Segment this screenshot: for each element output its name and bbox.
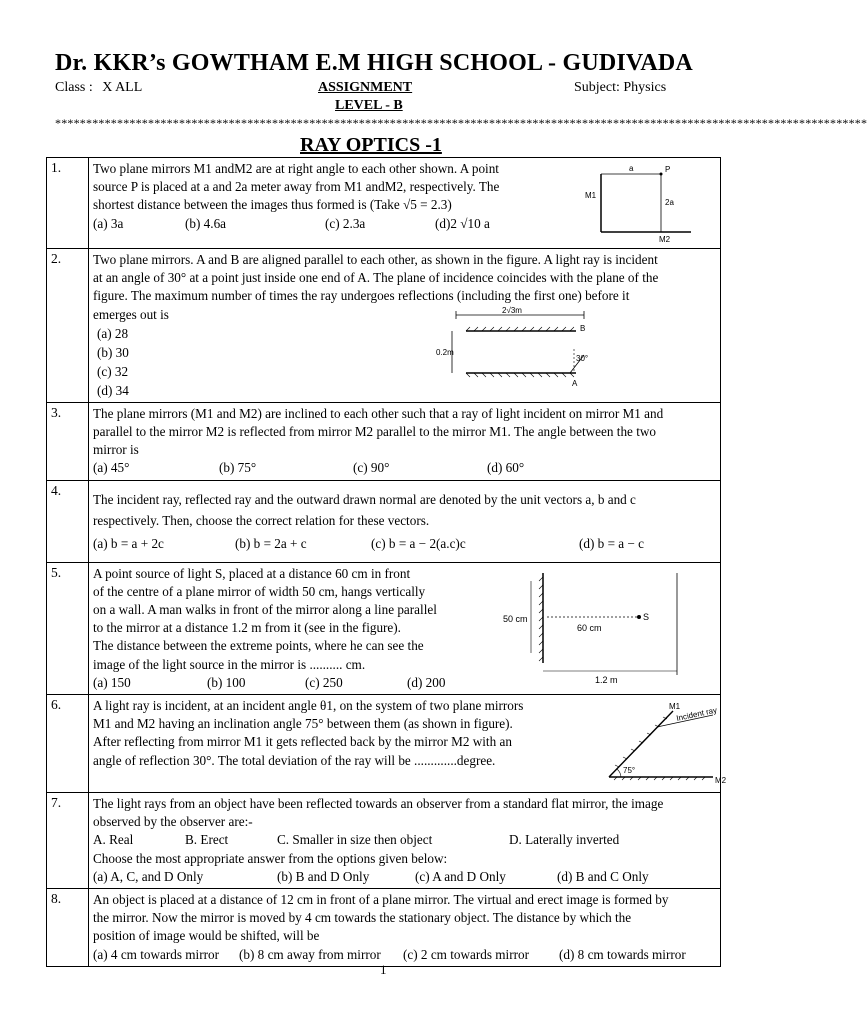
question-line: source P is placed at a and 2a meter away from M1 andM2, respectively. The <box>93 179 500 195</box>
option-d: (d) 60° <box>487 460 525 476</box>
option-a: (a) 150 <box>93 674 131 690</box>
figure-label: S <box>643 611 650 622</box>
question-line: A point source of light S, placed at a distance 60 cm in front <box>93 565 411 581</box>
question-row <box>47 402 721 480</box>
statement-c: C. Smaller in size then object <box>277 832 433 848</box>
question-line: angle of reflection 30°. The total deviation of the ray will be .............degree. <box>93 752 496 768</box>
option-a: (a) b = a + 2c <box>93 535 164 551</box>
question-body <box>89 562 721 694</box>
question-line: The light rays from an object have been reflected towards an observer from a standard flat mirror, the image <box>93 796 664 812</box>
question-line: parallel to the mirror M2 is reflected from mirror M2 parallel to the mirror M1. The angle between the two <box>93 424 656 440</box>
question-line: M1 and M2 having an inclination angle 75° between them (as shown in figure). <box>93 716 513 732</box>
option-a: (a) 28 <box>97 325 129 341</box>
option-b: (b) b = 2a + c <box>235 535 307 551</box>
figure-label: A <box>572 379 578 388</box>
question-line: shortest distance between the images thus formed is (Take √5 = 2.3) <box>93 197 452 213</box>
options-row <box>93 946 716 964</box>
option-a: (a) A, C, and D Only <box>93 868 204 884</box>
figure-label: 50 cm <box>503 613 528 624</box>
option-d: (d) B and C Only <box>557 868 649 884</box>
question-line: image of the light source in the mirror is .......... cm. <box>93 656 366 672</box>
options-column <box>93 324 716 400</box>
option-a: (a) 3a <box>93 215 124 231</box>
question-number: 3. <box>47 402 89 480</box>
question-row <box>47 480 721 562</box>
class-value: X ALL <box>102 80 143 95</box>
question-line: respectively. Then, choose the correct relation for these vectors. <box>93 512 430 528</box>
option-b: (b) 4.6a <box>185 215 227 231</box>
question-line: mirror is <box>93 442 139 458</box>
figure-label: 2√3m <box>502 306 522 315</box>
question-body <box>89 249 721 403</box>
option-c: (c) b = a − 2(a.c)c <box>371 535 466 551</box>
statement-a: A. Real <box>93 832 134 848</box>
star-divider: *********************************************************************************************************************************** <box>55 116 867 130</box>
figure-label: 30° <box>576 354 589 363</box>
question-number: 2. <box>47 249 89 403</box>
figure-label: 0.2m <box>436 348 454 357</box>
question-number: 6. <box>47 695 89 793</box>
figure-label: M2 <box>659 235 671 244</box>
question-line: Two plane mirrors M1 andM2 are at right angle to each other shown. A point <box>93 161 499 176</box>
option-c: (c) 90° <box>353 460 390 476</box>
question-line: An object is placed at a distance of 12 cm in front of a plane mirror. The virtual and erect image is formed by <box>93 892 669 908</box>
figure-label: Incident ray <box>675 705 718 724</box>
options-row <box>93 459 716 477</box>
option-c: (c) 2.3a <box>325 215 366 231</box>
question-body <box>89 793 721 889</box>
inclined-mirrors-figure <box>589 699 729 787</box>
figure-label: 1.2 m <box>595 674 618 685</box>
question-body <box>89 480 721 562</box>
option-c: (c) 250 <box>305 674 343 690</box>
question-line: The distance between the extreme points, where he can see the <box>93 638 424 654</box>
question-row <box>47 562 721 694</box>
statement-row <box>93 831 716 849</box>
figure-label: M1 <box>585 191 597 200</box>
mirror-source-figure <box>503 567 699 687</box>
question-line: at an angle of 30° at a point just inside one end of A. The plane of incidence coincides with the plane of the <box>93 270 659 286</box>
figure-label: M1 <box>669 702 681 712</box>
question-number: 1. <box>47 158 89 249</box>
question-number: 4. <box>47 480 89 562</box>
question-line: emerges out is <box>93 306 169 322</box>
question-number: 7. <box>47 793 89 889</box>
question-body <box>89 158 721 249</box>
figure-label: 2a <box>665 198 674 207</box>
figure-label: 75° <box>623 766 636 776</box>
question-line: of the centre of a plane mirror of width 50 cm, hangs vertically <box>93 583 426 599</box>
subject-label: Subject: Physics <box>574 80 667 95</box>
question-body <box>89 889 721 967</box>
question-line: observed by the observer are:- <box>93 814 253 830</box>
question-line: The incident ray, reflected ray and the outward drawn normal are denoted by the unit vectors a, b and c <box>93 491 636 507</box>
question-row <box>47 158 721 249</box>
assignment-heading: ASSIGNMENT <box>318 80 413 95</box>
question-table <box>46 157 727 967</box>
option-d: (d)2 √10 a <box>435 215 490 231</box>
option-d: (d) b = a − c <box>579 535 645 551</box>
figure-label: B <box>580 324 586 333</box>
option-c: (c) A and D Only <box>415 868 506 884</box>
question-line: A light ray is incident, at an incident angle θ1, on the system of two plane mirrors <box>93 698 524 714</box>
statement-b: B. Erect <box>185 832 229 848</box>
page-number: 1 <box>380 962 387 977</box>
question-line: on a wall. A man walks in front of the mirror along a line parallel <box>93 602 437 618</box>
question-row <box>47 793 721 889</box>
question-row <box>47 889 721 967</box>
question-row <box>47 695 721 793</box>
question-line: position of image would be shifted, will be <box>93 928 320 944</box>
question-line: Two plane mirrors. A and B are aligned parallel to each other, as shown in the figure. A light ray is incident <box>93 252 658 267</box>
options-row <box>93 535 716 553</box>
option-b: (b) 8 cm away from mirror <box>239 946 381 962</box>
statement-d: D. Laterally inverted <box>509 832 620 848</box>
option-b: (b) 100 <box>207 674 246 690</box>
option-a: (a) 4 cm towards mirror <box>93 946 219 962</box>
option-c: (c) 32 <box>97 363 129 379</box>
class-line <box>55 80 142 96</box>
question-row <box>47 249 721 403</box>
option-b: (b) 75° <box>219 460 257 476</box>
option-a: (a) 45° <box>93 460 130 476</box>
question-line: Choose the most appropriate answer from the options given below: <box>93 850 448 866</box>
option-b: (b) 30 <box>97 344 129 360</box>
school-name: Dr. KKR’s GOWTHAM E.M HIGH SCHOOL - GUDIVADA <box>55 50 693 76</box>
question-number: 5. <box>47 562 89 694</box>
options-row <box>93 868 716 886</box>
option-d: (d) 200 <box>407 674 446 690</box>
question-body <box>89 402 721 480</box>
question-line: figure. The maximum number of times the ray undergoes reflections (including the first one) before it <box>93 288 630 304</box>
question-number: 8. <box>47 889 89 967</box>
option-d: (d) 8 cm towards mirror <box>559 946 686 962</box>
option-b: (b) B and D Only <box>277 868 370 884</box>
question-body <box>89 695 727 793</box>
mirror-figure-q1 <box>579 162 709 244</box>
class-label: Class : <box>55 80 93 95</box>
option-d: (d) 34 <box>97 382 129 398</box>
question-line: The plane mirrors (M1 and M2) are inclined to each other such that a ray of light incident on mirror M1 and <box>93 405 664 421</box>
level-heading: LEVEL - B <box>335 98 403 113</box>
question-line: the mirror. Now the mirror is moved by 4 cm towards the stationary object. The distance by which the <box>93 910 632 926</box>
option-c: (c) 2 cm towards mirror <box>403 946 529 962</box>
figure-label: M2 <box>715 776 727 786</box>
question-line: After reflecting from mirror M1 it gets reflected back by the mirror M2 with an <box>93 734 512 750</box>
page-title: RAY OPTICS -1 <box>300 134 442 156</box>
figure-label: 60 cm <box>577 622 602 633</box>
parallel-mirrors-figure <box>436 306 604 391</box>
question-line: to the mirror at a distance 1.2 m from it (see in the figure). <box>93 620 401 636</box>
figure-label: P <box>665 165 671 174</box>
figure-label: a <box>629 164 634 173</box>
